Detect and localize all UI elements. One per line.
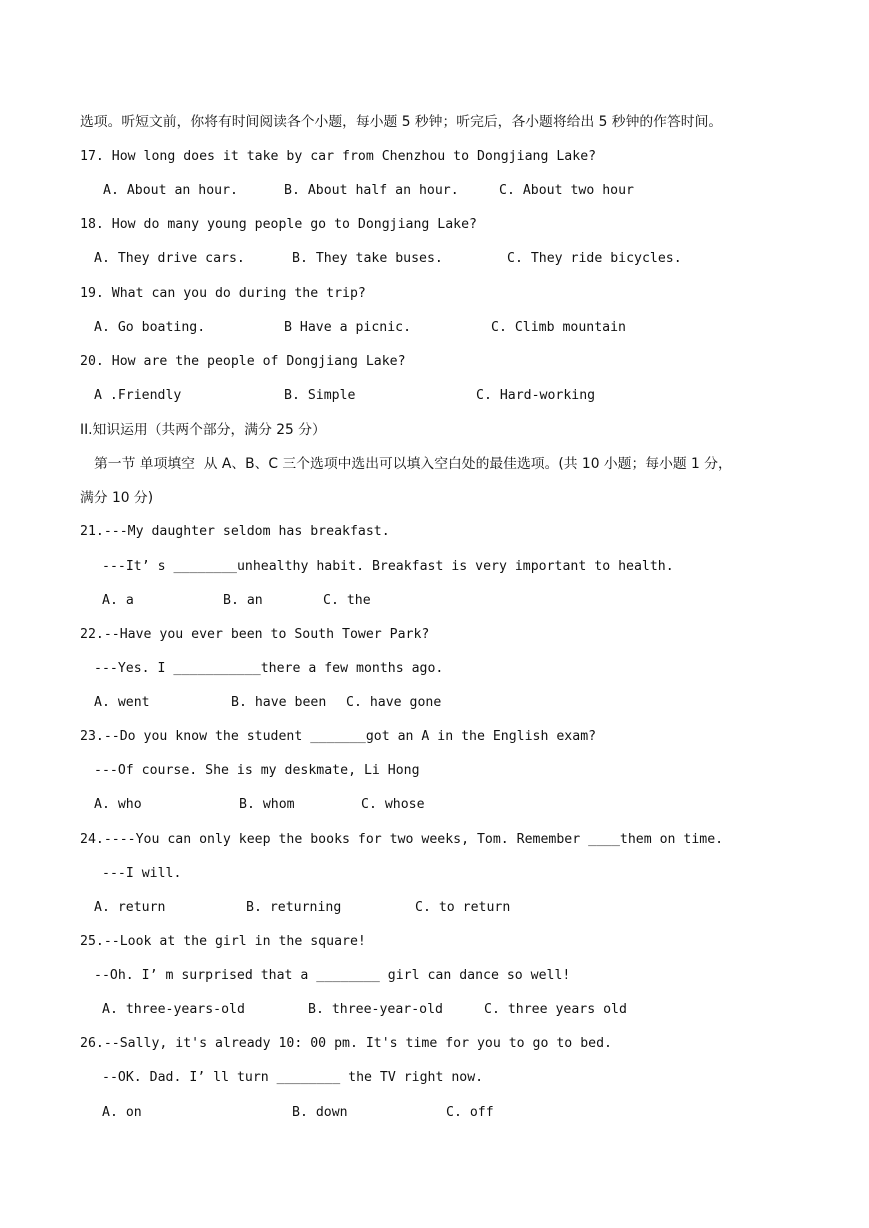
question-17-option-a: A. About an hour. <box>103 183 238 198</box>
question-24-reply: ---I will. <box>102 866 182 881</box>
question-20-option-c: C. Hard-working <box>476 388 596 403</box>
question-17-text: 17. How long does it take by car from Chenzhou to Dongjiang Lake? <box>80 149 597 164</box>
question-19-option-a: A. Go boating. <box>94 320 206 335</box>
question-18-option-a: A. They drive cars. <box>94 251 245 266</box>
question-23-option-c: C. whose <box>361 797 425 812</box>
question-18-option-c: C. They ride bicycles. <box>507 251 682 266</box>
question-19-text: 19. What can you do during the trip? <box>80 286 366 301</box>
question-21-option-b: B. an <box>223 593 263 608</box>
question-20-option-b: B. Simple <box>284 388 356 403</box>
question-18-text: 18. How do many young people go to Dongjiang Lake? <box>80 217 477 232</box>
question-21-option-a: A. a <box>102 593 134 608</box>
question-20-option-a: A .Friendly <box>94 388 182 403</box>
section-instruction-line-2: 满分 10 分) <box>80 490 154 506</box>
question-24-option-c: C. to return <box>415 900 511 915</box>
question-22-option-b: B. have been <box>231 695 327 710</box>
question-24-option-b: B. returning <box>246 900 342 915</box>
question-22-text: 22.--Have you ever been to South Tower Park? <box>80 627 430 642</box>
question-25-option-a: A. three-years-old <box>102 1002 245 1017</box>
question-20-text: 20. How are the people of Dongjiang Lake? <box>80 354 406 369</box>
question-24-option-a: A. return <box>94 900 166 915</box>
question-26-option-b: B. down <box>292 1105 348 1120</box>
question-17-option-c: C. About two hour <box>499 183 634 198</box>
question-22-option-a: A. went <box>94 695 150 710</box>
question-26-reply: --OK. Dad. I’ ll turn ________ the TV right now. <box>102 1070 484 1085</box>
question-19-option-b: B Have a picnic. <box>284 320 412 335</box>
question-17-option-b: B. About half an hour. <box>284 183 459 198</box>
question-18-option-b: B. They take buses. <box>292 251 443 266</box>
question-25-option-b: B. three-year-old <box>308 1002 443 1017</box>
section-instruction-line-1: 第一节 单项填空 从 A、B、C 三个选项中选出可以填入空白处的最佳选项。(共 10 小题；每小题 1 分， <box>94 456 732 472</box>
question-22-option-c: C. have gone <box>346 695 442 710</box>
question-26-text: 26.--Sally, it's already 10: 00 pm. It's time for you to go to bed. <box>80 1036 612 1051</box>
question-23-option-a: A. who <box>94 797 142 812</box>
question-23-reply: ---Of course. She is my deskmate, Li Hong <box>94 763 420 778</box>
question-21-text: 21.---My daughter seldom has breakfast. <box>80 524 390 539</box>
question-21-reply: ---It’ s ________unhealthy habit. Breakfast is very important to health. <box>102 559 674 574</box>
question-26-option-c: C. off <box>446 1105 494 1120</box>
question-22-reply: ---Yes. I ___________there a few months ago. <box>94 661 444 676</box>
question-25-reply: --Oh. I’ m surprised that a ________ girl can dance so well! <box>94 968 571 983</box>
section-heading: II.知识运用（共两个部分，满分 25 分） <box>80 422 326 438</box>
listening-instructions: 选项。听短文前，你将有时间阅读各个小题，每小题 5 秒钟；听完后，各小题将给出 5 秒钟的作答时间。 <box>80 114 723 130</box>
question-25-text: 25.--Look at the girl in the square! <box>80 934 366 949</box>
question-25-option-c: C. three years old <box>484 1002 627 1017</box>
question-24-text: 24.----You can only keep the books for two weeks, Tom. Remember ____them on time. <box>80 832 724 847</box>
question-23-text: 23.--Do you know the student _______got an A in the English exam? <box>80 729 597 744</box>
question-21-option-c: C. the <box>323 593 371 608</box>
question-23-option-b: B. whom <box>239 797 295 812</box>
question-26-option-a: A. on <box>102 1105 142 1120</box>
question-19-option-c: C. Climb mountain <box>491 320 626 335</box>
